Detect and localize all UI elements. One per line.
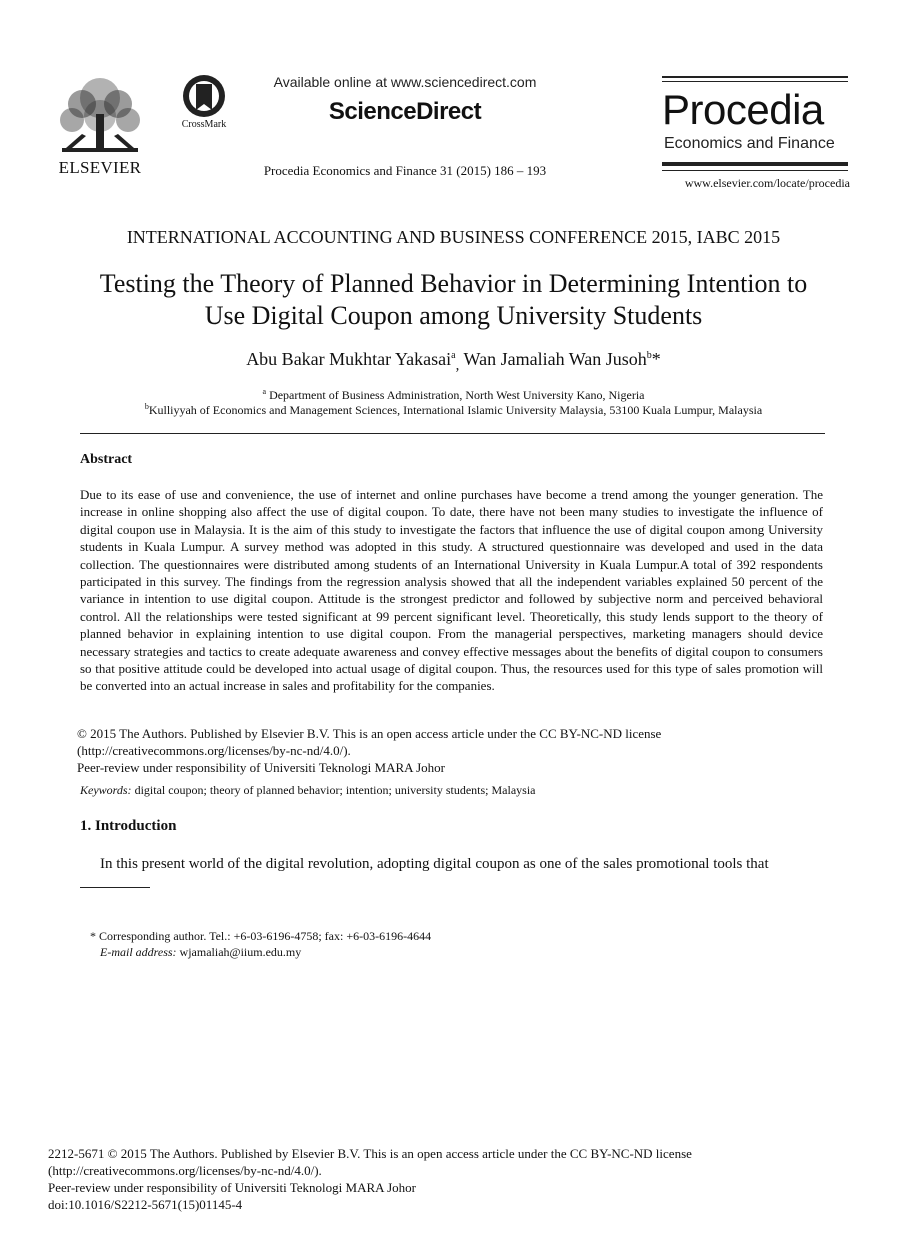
elsevier-wordmark: ELSEVIER	[58, 158, 142, 177]
license-statement	[77, 725, 827, 776]
abstract-heading: Abstract	[80, 452, 133, 467]
title-line-1: Testing the Theory of Planned Behavior in Determining Intention to	[99, 269, 808, 298]
affiliation-a-mark: a	[262, 387, 267, 396]
sciencedirect-logo[interactable]: ScienceDirect	[328, 98, 482, 125]
email-footnote	[100, 945, 301, 960]
peer-review-line: Peer-review under responsibility of Universiti Teknologi MARA Johor	[77, 760, 445, 775]
procedia-rule	[662, 162, 848, 166]
footer-doi[interactable]: doi:10.1016/S2212-5671(15)01145-4	[48, 1197, 243, 1212]
procedia-subtitle: Economics and Finance	[664, 135, 835, 152]
available-online-text[interactable]: Available online at www.sciencedirect.com	[273, 74, 537, 90]
paper-title	[60, 268, 847, 332]
email-address[interactable]: wjamaliah@iium.edu.my	[176, 945, 302, 959]
procedia-rule	[662, 76, 848, 78]
author-separator: ,	[455, 357, 460, 374]
affiliation-a	[60, 387, 847, 403]
procedia-rule	[662, 170, 848, 171]
author-1: Abu Bakar Mukhtar Yakasai	[246, 349, 452, 369]
page-footer	[48, 1145, 748, 1213]
author-2-affiliation-mark: b	[646, 350, 652, 361]
keywords	[80, 783, 825, 798]
license-line-1: © 2015 The Authors. Published by Elsevier B.V. This is an open access article under the CC BY-NC-ND license	[77, 726, 662, 741]
crossmark-label: CrossMark	[181, 119, 227, 130]
divider	[80, 433, 825, 434]
footer-issn-license: 2212-5671 © 2015 The Authors. Published by Elsevier B.V. This is an open access article under the CC BY-NC-ND license	[48, 1146, 692, 1161]
author-list	[60, 349, 847, 375]
keywords-text: digital coupon; theory of planned behavior; intention; university students; Malaysia	[131, 783, 536, 797]
footer-peer-review: Peer-review under responsibility of Universiti Teknologi MARA Johor	[48, 1180, 416, 1195]
procedia-url-link[interactable]: www.elsevier.com/locate/procedia	[684, 176, 850, 190]
affiliation-a-text: Department of Business Administration, North West University Kano, Nigeria	[266, 388, 645, 402]
affiliation-b-mark: b	[144, 402, 149, 411]
email-label: E-mail address:	[100, 945, 177, 959]
footer-license-link[interactable]: (http://creativecommons.org/licenses/by-nc-nd/4.0/).	[48, 1163, 322, 1178]
abstract-text: Due to its ease of use and convenience, the use of internet and online purchases have become a trend among the younger generation. The increase in online shopping also affect the use of digital coupon. To date, there have not been many studies to investigate the influence of digital coupon use in Malaysia. It is the aim of this study to investigate the factors that influence the use of digital coupon among University students in Kuala Lumpur. A survey method was adopted in this study. A structured questionnaire was developed and used in the data collection. The questionnaires were distributed among students of an International University in Kuala Lumpur.A total of 392 respondents participated in this survey. The findings from the regression analysis showed that all the independent variables explained 50 percent of the variance in intention to use digital coupon. Attitude is the strongest predictor and followed by subjective norm and perceived behavioral control. All the relationships were tested significant at 99 percent significant level. Theoretically, this study lends support to the theory of planned behavior in explaining intention to use digital coupon. From the managerial perspectives, marketing managers should device necessary strategies and tactics to create adequate awareness and convey effective messages about the benefits of digital coupon to consumers so that positive attitude could be developed into actual usage of digital coupon. Thus, the resources used for this type of sales promotion will be converted into an actual increase in sales and profitability for the companies.	[80, 487, 823, 694]
author-2: Wan Jamaliah Wan Jusoh	[459, 349, 647, 369]
keywords-label: Keywords:	[80, 783, 132, 797]
author-1-affiliation-mark: a	[451, 350, 456, 361]
conference-name: INTERNATIONAL ACCOUNTING AND BUSINESS CONFERENCE 2015, IABC 2015	[126, 227, 781, 247]
affiliation-b-text: Kulliyyah of Economics and Management Sciences, International Islamic University Malaysia, 53100 Kuala Lumpur, Malaysia	[148, 403, 763, 417]
procedia-rule	[662, 81, 848, 82]
corresponding-author-footnote: * Corresponding author. Tel.: +6-03-6196-4758; fax: +6-03-6196-4644	[90, 929, 432, 943]
journal-reference: Procedia Economics and Finance 31 (2015) 186 – 193	[263, 163, 547, 178]
procedia-logo: Procedia	[662, 86, 824, 133]
footnote-divider	[80, 887, 150, 888]
introduction-text: In this present world of the digital revolution, adopting digital coupon as one of the sales promotional tools that	[100, 856, 769, 872]
license-link[interactable]: (http://creativecommons.org/licenses/by-nc-nd/4.0/).	[77, 743, 351, 758]
section-heading-introduction: 1. Introduction	[80, 818, 177, 834]
affiliation-b	[60, 402, 847, 418]
corresponding-mark: *	[651, 349, 661, 369]
title-line-2: Use Digital Coupon among University Students	[204, 301, 703, 330]
